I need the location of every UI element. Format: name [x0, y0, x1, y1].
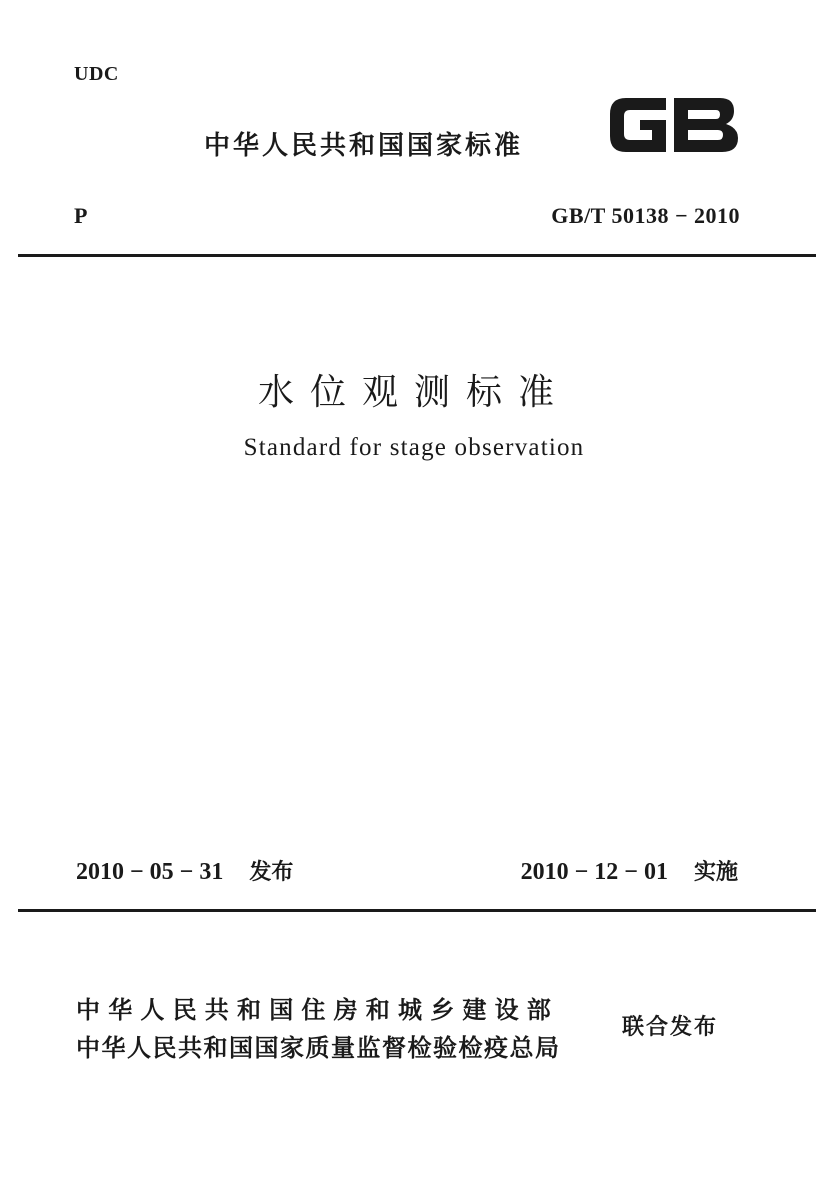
issue-date: 2010 − 05 − 31	[76, 859, 224, 885]
effective-date: 2010 − 12 − 01	[520, 859, 668, 885]
effective-label: 实施	[693, 860, 738, 885]
bottom-divider	[18, 909, 816, 912]
gb-logo-g	[608, 96, 668, 152]
effective-date-block	[521, 855, 738, 886]
gb-logo	[604, 88, 742, 160]
standard-number: GB/T 50138 − 2010	[551, 203, 740, 228]
publisher-aqsiq: 中华人民共和国国家质量监督检验检疫总局	[76, 1034, 561, 1062]
issue-date-block	[76, 855, 293, 886]
category-code: P	[74, 203, 88, 228]
title-english: Standard for stage observation	[243, 434, 585, 461]
udc-label: UDC	[74, 63, 119, 85]
national-standard-heading: 中华人民共和国国家标准	[204, 131, 524, 161]
title-chinese: 水位观测标准	[257, 372, 570, 413]
issue-label: 发布	[249, 860, 294, 885]
gb-logo-b	[674, 98, 738, 152]
joint-release-label: 联合发布	[622, 1015, 719, 1040]
publisher-ministry: 中华人民共和国住房和城乡建设部	[76, 996, 559, 1024]
top-divider	[18, 254, 816, 257]
